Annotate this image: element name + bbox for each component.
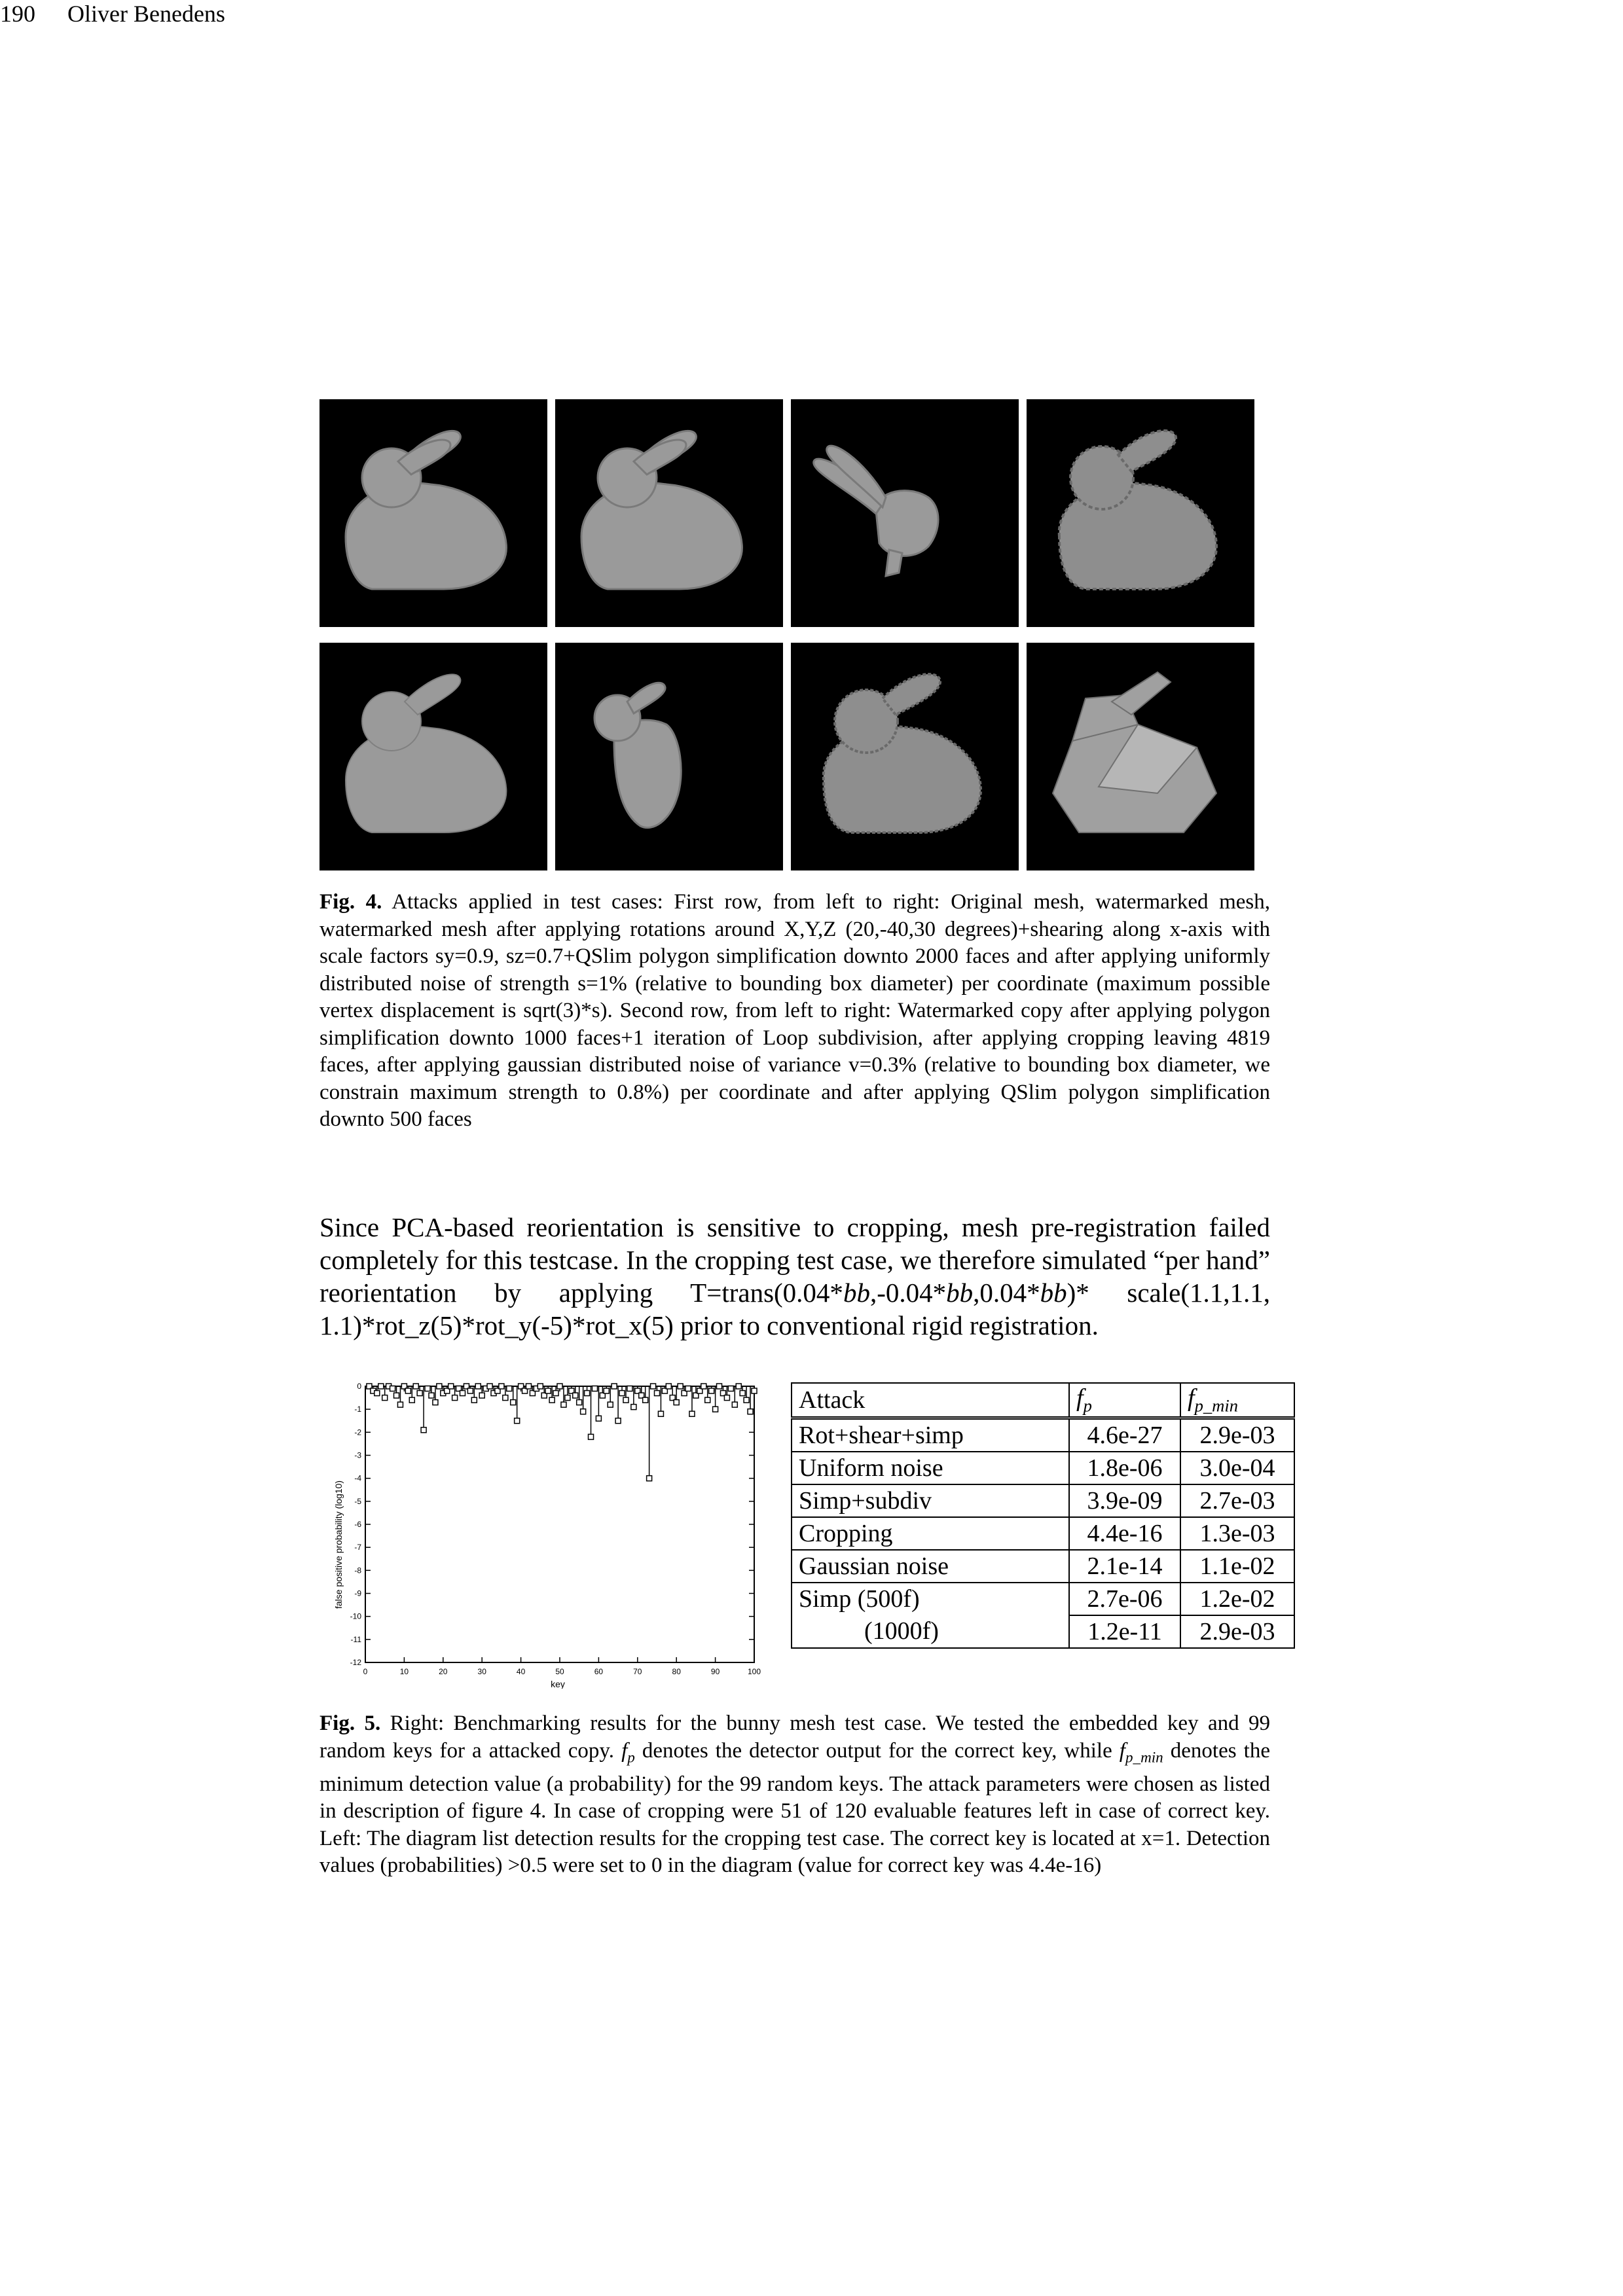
data-point bbox=[585, 1391, 590, 1396]
data-point bbox=[596, 1416, 601, 1421]
table-cell: 1.1e-02 bbox=[1180, 1550, 1294, 1583]
table-row bbox=[792, 1484, 1294, 1517]
data-point bbox=[678, 1384, 683, 1389]
data-point bbox=[448, 1384, 454, 1389]
table-cell: Simp (500f) bbox=[792, 1583, 1069, 1615]
data-point bbox=[724, 1395, 729, 1401]
body-paragraph bbox=[319, 1211, 1270, 1342]
data-point bbox=[623, 1397, 629, 1403]
panel-uniform-noise-mesh bbox=[1027, 399, 1254, 627]
y-tick-label: -11 bbox=[350, 1634, 361, 1644]
data-point bbox=[643, 1397, 648, 1403]
results-table bbox=[791, 1382, 1295, 1649]
y-tick-label: -3 bbox=[354, 1450, 361, 1460]
data-point bbox=[460, 1391, 465, 1396]
table-cell: 2.7e-06 bbox=[1069, 1583, 1180, 1615]
x-tick-label: 40 bbox=[516, 1667, 526, 1676]
x-tick-label: 50 bbox=[555, 1667, 564, 1676]
table-cell: 1.8e-06 bbox=[1069, 1452, 1180, 1484]
data-point bbox=[467, 1388, 473, 1393]
data-point bbox=[515, 1418, 520, 1424]
header-fpmin-f: f bbox=[1188, 1384, 1195, 1412]
chart-marks bbox=[367, 1384, 757, 1481]
data-point bbox=[619, 1391, 625, 1396]
figure-5-label: Fig. 5. bbox=[319, 1712, 381, 1735]
table-cell: 3.9e-09 bbox=[1069, 1484, 1180, 1517]
data-point bbox=[615, 1418, 621, 1424]
header-fpmin-sub: p_min bbox=[1194, 1395, 1239, 1416]
table-cell: Gaussian noise bbox=[792, 1550, 1069, 1583]
table-cell: 1.3e-03 bbox=[1180, 1517, 1294, 1550]
data-point bbox=[736, 1384, 741, 1389]
data-point bbox=[425, 1386, 430, 1391]
table-cell: 4.4e-16 bbox=[1069, 1517, 1180, 1550]
data-point bbox=[674, 1400, 679, 1405]
x-tick-label: 70 bbox=[633, 1667, 642, 1676]
table-cell: 3.0e-04 bbox=[1180, 1452, 1294, 1484]
x-tick-label: 60 bbox=[594, 1667, 604, 1676]
data-point bbox=[394, 1393, 399, 1398]
figure-5-text-1: Right: Benchmarking results for the bunny mesh test case. We tested the embedded key and 99 random keys for a attacked copy. bbox=[319, 1712, 1271, 1763]
body-text-2: ,-0.04* bbox=[869, 1278, 947, 1308]
data-point bbox=[545, 1388, 551, 1393]
chart-svg bbox=[327, 1374, 779, 1689]
data-point bbox=[713, 1407, 718, 1412]
panel-simp-subdiv-mesh bbox=[319, 643, 547, 870]
table-row bbox=[792, 1517, 1294, 1550]
data-point bbox=[658, 1411, 663, 1416]
data-point bbox=[744, 1397, 749, 1403]
table-cell: 2.9e-03 bbox=[1180, 1418, 1294, 1452]
data-point bbox=[471, 1397, 477, 1403]
data-point bbox=[705, 1397, 710, 1403]
data-point bbox=[701, 1384, 706, 1389]
data-point bbox=[740, 1391, 745, 1396]
data-point bbox=[561, 1402, 566, 1407]
data-point bbox=[627, 1386, 632, 1391]
page-number: 190 bbox=[0, 1, 35, 27]
figure-5-text-2: denotes the detector output for the correct key, while bbox=[634, 1738, 1120, 1763]
data-point bbox=[421, 1427, 426, 1433]
header-attack: Attack bbox=[792, 1383, 1069, 1418]
detection-chart bbox=[327, 1374, 779, 1689]
data-point bbox=[511, 1400, 516, 1405]
figure-4-label: Fig. 4. bbox=[319, 890, 382, 914]
author-name: Oliver Benedens bbox=[67, 1, 225, 27]
y-tick-label: -7 bbox=[354, 1543, 361, 1552]
data-point bbox=[685, 1386, 691, 1391]
data-point bbox=[647, 1476, 652, 1481]
y-tick-label: 0 bbox=[357, 1382, 361, 1391]
data-point bbox=[538, 1384, 543, 1389]
data-point bbox=[417, 1391, 422, 1396]
table-cell: Simp+subdiv bbox=[792, 1484, 1069, 1517]
running-head bbox=[0, 0, 1623, 27]
data-point bbox=[728, 1386, 733, 1391]
data-point bbox=[475, 1384, 481, 1389]
table-row bbox=[792, 1583, 1294, 1615]
header-fp-f: f bbox=[1076, 1384, 1084, 1412]
data-point bbox=[592, 1386, 597, 1391]
data-point bbox=[577, 1400, 582, 1405]
y-tick-label: -8 bbox=[354, 1566, 361, 1575]
data-point bbox=[608, 1402, 613, 1407]
figure-5-sub-pmin: p_min bbox=[1125, 1748, 1163, 1766]
body-text-1: Since PCA-based reorientation is sensitive to cropping, mesh pre-registration failed completely for this testcase. In the cropping test case, we therefore simulated “per hand” reorientation by applying T=trans(0.04* bbox=[319, 1212, 1270, 1308]
panel-cropped-mesh bbox=[555, 643, 783, 870]
data-point bbox=[748, 1409, 753, 1414]
table-row bbox=[792, 1452, 1294, 1484]
figure-5-text-3: denotes the minimum detection value (a probability) for the 99 random keys. The attack parameters were chosen as listed in description of figure 4. In case of cropping were 51 of 120 evaluable features left in case of correct key. Left: The diagram list detection results for the cropping test case. The correct key is located at x=1. Detection values (probabilities) >0.5 were set to 0 in the diagram (value for correct key was 4.4e-16) bbox=[319, 1738, 1270, 1878]
table-cell: 1.2e-02 bbox=[1180, 1583, 1294, 1615]
data-point bbox=[553, 1391, 558, 1396]
y-tick-label: -9 bbox=[354, 1588, 361, 1598]
data-point bbox=[573, 1393, 578, 1398]
chart-ylabel: false positive probability (log10) bbox=[333, 1480, 344, 1609]
x-tick-label: 20 bbox=[439, 1667, 448, 1676]
table-cell: (1000f) bbox=[792, 1615, 1069, 1648]
table-cell: 2.1e-14 bbox=[1069, 1550, 1180, 1583]
header-fpmin bbox=[1180, 1383, 1294, 1418]
data-point bbox=[429, 1393, 434, 1398]
x-tick-label: 30 bbox=[477, 1667, 486, 1676]
data-point bbox=[689, 1411, 695, 1416]
data-point bbox=[390, 1386, 395, 1391]
data-point bbox=[409, 1397, 414, 1403]
y-tick-label: -10 bbox=[350, 1611, 361, 1621]
y-tick-label: -1 bbox=[354, 1405, 361, 1414]
figure-5-f-1: f bbox=[621, 1738, 628, 1763]
data-point bbox=[413, 1384, 418, 1389]
data-point bbox=[732, 1402, 737, 1407]
body-bb-1: bb bbox=[843, 1278, 870, 1308]
table-row bbox=[792, 1418, 1294, 1452]
data-point bbox=[655, 1391, 660, 1396]
header-fp bbox=[1069, 1383, 1180, 1418]
figure-5-f-2: f bbox=[1119, 1738, 1125, 1763]
data-point bbox=[651, 1384, 656, 1389]
y-tick-label: -12 bbox=[350, 1658, 361, 1667]
data-point bbox=[374, 1391, 380, 1396]
data-point bbox=[382, 1395, 388, 1401]
data-point bbox=[452, 1395, 458, 1401]
y-tick-label: -6 bbox=[354, 1520, 361, 1529]
data-point bbox=[433, 1400, 438, 1405]
panel-rotated-sheared-mesh bbox=[791, 399, 1019, 627]
table-row bbox=[792, 1615, 1294, 1648]
table-cell: Uniform noise bbox=[792, 1452, 1069, 1484]
data-point bbox=[479, 1393, 484, 1398]
table-cell: Rot+shear+simp bbox=[792, 1418, 1069, 1452]
chart-xlabel: key bbox=[551, 1679, 565, 1689]
data-point bbox=[611, 1384, 617, 1389]
table-cell: 2.9e-03 bbox=[1180, 1615, 1294, 1648]
data-point bbox=[378, 1384, 384, 1389]
panel-gaussian-noise-mesh bbox=[791, 643, 1019, 870]
table-cell: 2.7e-03 bbox=[1180, 1484, 1294, 1517]
data-point bbox=[397, 1402, 403, 1407]
x-tick-label: 80 bbox=[672, 1667, 681, 1676]
data-point bbox=[604, 1388, 609, 1393]
x-tick-label: 0 bbox=[363, 1667, 368, 1676]
chart-axes bbox=[350, 1382, 761, 1676]
data-point bbox=[717, 1384, 722, 1389]
data-point bbox=[631, 1405, 636, 1410]
figure-5-sub-p: p bbox=[627, 1748, 635, 1766]
table-cell: 4.6e-27 bbox=[1069, 1418, 1180, 1452]
panel-qslim-500-mesh bbox=[1027, 643, 1254, 870]
data-point bbox=[487, 1384, 492, 1389]
data-point bbox=[589, 1434, 594, 1439]
table-header-row bbox=[792, 1383, 1294, 1418]
body-bb-2: bb bbox=[946, 1278, 974, 1308]
data-point bbox=[557, 1384, 562, 1389]
y-tick-label: -4 bbox=[354, 1473, 361, 1483]
data-point bbox=[752, 1388, 757, 1393]
body-text-3: ,0.04* bbox=[973, 1278, 1040, 1308]
table-row bbox=[792, 1550, 1294, 1583]
x-tick-label: 10 bbox=[399, 1667, 409, 1676]
figure-5-caption bbox=[319, 1710, 1270, 1880]
panel-original-mesh bbox=[319, 399, 547, 627]
table-cell: Cropping bbox=[792, 1517, 1069, 1550]
data-point bbox=[437, 1384, 442, 1389]
data-point bbox=[503, 1395, 508, 1401]
panel-watermarked-mesh bbox=[555, 399, 783, 627]
data-point bbox=[709, 1388, 714, 1393]
data-point bbox=[405, 1388, 410, 1393]
data-point bbox=[565, 1395, 570, 1401]
body-bb-3: bb bbox=[1040, 1278, 1067, 1308]
figure-4-caption-text: Attacks applied in test cases: First row, from left to right: Original mesh, watermarked mesh, watermarked mesh after applying rotations around X,Y,Z (20,-40,30 degrees)+shearing along x-axis with scale factors sy=0.9, sz=0.7+QSlim polygon simplification downto 2000 faces and after applying uniformly distributed noise of strength s=1% (relative to bounding box diameter) per coordinate (maximum possible vertex displacement is sqrt(3)*s). Second row, from left to right: Watermarked copy after applying polygon simplification downto 1000 faces+1 iteration of Loop subdivision, after applying cropping leaving 4819 faces, after applying gaussian distributed noise of variance v=0.3% (relative to bounding box diameter, we constrain maximum strength to 0.8%) per coordinate and after applying QSlim polygon simplification downto 500 faces bbox=[319, 890, 1270, 1131]
figure-4-caption bbox=[319, 889, 1270, 1134]
x-tick-label: 100 bbox=[747, 1667, 761, 1676]
header-fp-sub: p bbox=[1083, 1395, 1092, 1416]
data-point bbox=[507, 1386, 512, 1391]
data-point bbox=[666, 1384, 671, 1389]
y-tick-label: -5 bbox=[354, 1496, 361, 1506]
x-tick-label: 90 bbox=[710, 1667, 720, 1676]
data-point bbox=[499, 1384, 504, 1389]
data-point bbox=[581, 1409, 586, 1414]
y-tick-label: -2 bbox=[354, 1427, 361, 1437]
data-point bbox=[549, 1397, 555, 1403]
body-text-4: )* scale(1.1,1.1, 1.1)*rot_z(5)*rot_y(-5)*rot_x(5) prior to conventional rigid registration. bbox=[319, 1278, 1270, 1340]
table-cell: 1.2e-11 bbox=[1069, 1615, 1180, 1648]
data-point bbox=[526, 1384, 531, 1389]
